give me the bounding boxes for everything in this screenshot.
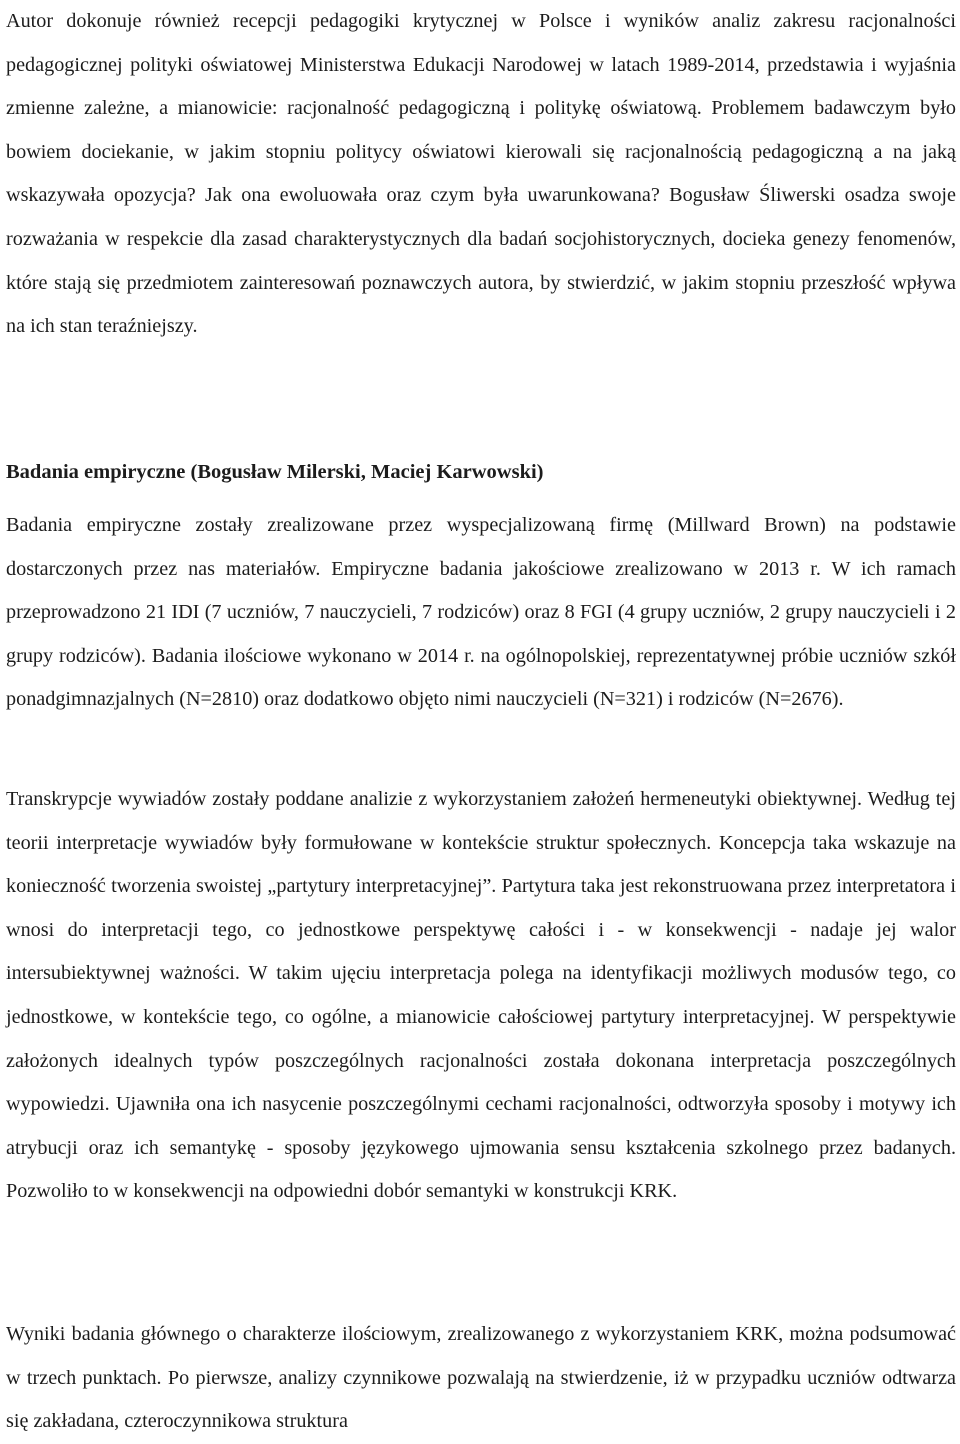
paragraph-main-study-results: Wyniki badania głównego o charakterze ilościowym, zrealizowanego z wykorzystaniem KRK, można podsumować w trzech punktach. Po pierwsze, analizy czynnikowe pozwalają na stwierdzenie, iż w przypadku uczniów odtwarza się zakładana, czteroczynnikowa struktura	[6, 1323, 956, 1433]
paragraph-transcriptions-analysis: Transkrypcje wywiadów zostały poddane analizie z wykorzystaniem założeń hermeneutyki obiektywnej. Według tej teorii interpretacje wywiadów były formułowane w kontekście struktur społecznych. Koncepcja taka wskazuje na konieczność tworzenia swoistej „partytury interpretacyjnej”. Partytura taka jest rekonstruowana przez interpretatora i wnosi do interpretacji tego, co jednostkowe perspektywę całości i - w konsekwencji - nadaje jej walor intersubiektywnej ważności. W takim ujęciu interpretacja polega na identyfikacji możliwych modusów tego, co jednostkowe, w kontekście tego, co ogólne, a mianowicie całościowej partytury interpretacyjnej. W perspektywie założonych idealnych typów poszczególnych racjonalności została dokonana interpretacja poszczególnych wypowiedzi. Ujawniła ona ich nasycenie poszczególnymi cechami racjonalności, odtworzyła sposoby i motywy ich atrybucji oraz ich semantykę - sposoby językowego ujmowania sensu kształcenia szkolnego przez badanych. Pozwoliło to w konsekwencji na odpowiedni dobór semantyki w konstrukcji KRK.	[6, 788, 956, 1203]
paragraph-author-reception: Autor dokonuje również recepcji pedagogiki krytycznej w Polsce i wyników analiz zakresu racjonalności pedagogicznej polityki oświatowej Ministerstwa Edukacji Narodowej w latach 1989-2014, przedstawia i wyjaśnia zmienne zależne, a mianowicie: racjonalność pedagogiczną i politykę oświatową. Problemem badawczym było bowiem dociekanie, w jakim stopniu politycy oświatowi kierowali się racjonalnością pedagogiczną a na jaką wskazywała opozycja? Jak ona ewoluowała oraz czym była uwarunkowana? Bogusław Śliwerski osadza swoje rozważania w respekcie dla zasad charakterystycznych dla badań socjohistorycznych, docieka genezy fenomenów, które stają się przedmiotem zainteresowań poznawczych autora, by stwierdzić, w jakim stopniu przeszłość wpływa na ich stan teraźniejszy.	[6, 10, 956, 338]
section-heading-empirical-research: Badania empiryczne (Bogusław Milerski, Maciej Karwowski)	[6, 461, 544, 483]
paragraph-empirical-research: Badania empiryczne zostały zrealizowane przez wyspecjalizowaną firmę (Millward Brown) na podstawie dostarczonych przez nas materiałów. Empiryczne badania jakościowe zrealizowano w 2013 r. W ich ramach przeprowadzono 21 IDI (7 uczniów, 7 nauczycieli, 7 rodziców) oraz 8 FGI (4 grupy uczniów, 2 grupy nauczycieli i 2 grupy rodziców). Badania ilościowe wykonano w 2014 r. na ogólnopolskiej, reprezentatywnej próbie uczniów szkół ponadgimnazjalnych (N=2810) oraz dodatkowo objęto nimi nauczycieli (N=321) i rodziców (N=2676).	[6, 514, 956, 711]
